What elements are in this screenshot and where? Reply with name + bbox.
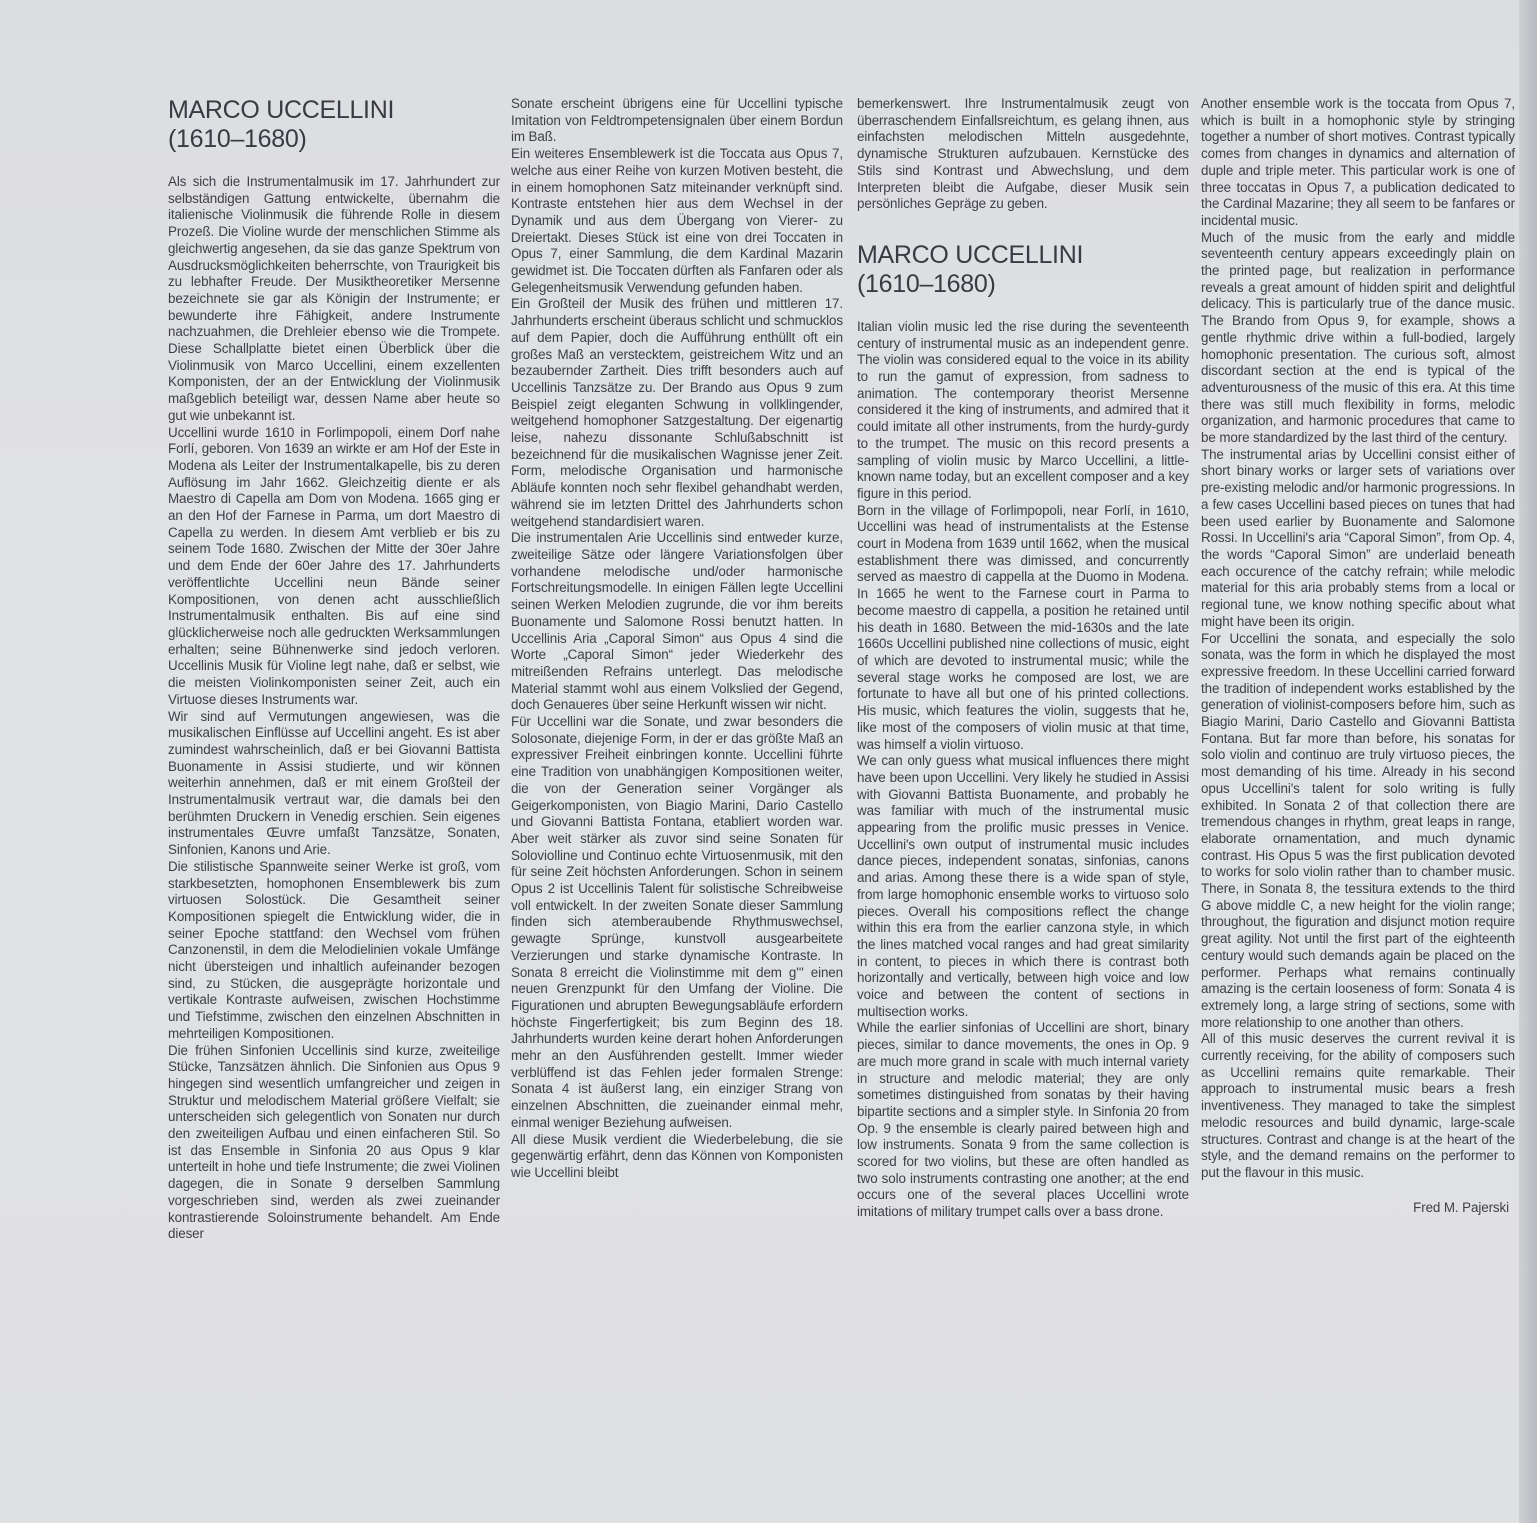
column-english-4: [1201, 96, 1515, 1216]
paragraph: Uccellini wurde 1610 in Forlimpopoli, einem Dorf nahe Forlí, geboren. Von 1639 an wirkte er am Hof der Este in Modena als Leiter der Instrumentalkapelle, bis zu deren Auflösung im Jahr 1662. Gleichzeitig diente er als Maestro di Capella am Dom von Modena. 1665 ging er an den Hof der Farnese in Parma, um dort Maestro di Capella zu werden. In diesem Amt verblieb er bis zu seinem Tode 1680. Zwischen der Mitte der 30er Jahre und dem Ende der 60er Jahre des 17. Jahrhunderts veröffentlichte Uccellini neun Bände seiner Kompositionen, von denen acht ausschließlich Instrumentalmusik enthalten. Bis auf eine sind glücklicherweise noch alle gedruckten Werksammlungen erhalten; seine Bühnenwerke sind jedoch verloren. Uccellinis Musik für Violine legt nahe, daß er selbst, wie die meisten Violinkomponisten seiner Zeit, auch ein Virtuose dieses Instruments war.: [168, 424, 500, 707]
paragraph: Die frühen Sinfonien Uccellinis sind kurze, zweiteilige Stücke, Tanzsätzen ähnlich. Die Sinfonien aus Opus 9 hingegen sind wesentlich umfangreicher und zeigen in Struktur und melodischem Material größere Vielfalt; sie unterscheiden sich gelegentlich von Sonaten nur durch den zweiteiligen Aufbau und einen einfacheren Stil. So ist das Ensemble in Sinfonia 20 aus Opus 9 klar unterteilt in hohe und tiefe Instrumente; die zwei Violinen dagegen, die in Sonate 9 derselben Sammlung vorgeschrieben sind, werden als zwei zueinander kontrastierende Soloinstrumente behandelt. Am Ende dieser: [168, 1042, 500, 1242]
paragraph: Another ensemble work is the toccata from Opus 7, which is built in a homophonic style by stringing together a number of short motives. Contrast typically comes from changes in dynamics and alternation of duple and triple meter. This particular work is one of three toccatas in Opus 7, a publication dedicated to the Cardinal Mazarine; they all seem to be fanfares or incidental music.: [1201, 96, 1515, 228]
author-signature: Fred M. Pajerski: [1413, 1199, 1509, 1215]
paragraph: Wir sind auf Vermutungen angewiesen, was die musikalischen Einflüsse auf Uccellini angeht. Es ist aber zumindest wahrscheinlich, daß er bei Giovanni Battista Buonamente in Assisi studierte, und wir können weiterhin annehmen, daß er mit einem Großteil der Instrumentalmusik vertraut war, die damals bei den berühmten Druckern in Venedig erschien. Sein eigenes instrumentales Œuvre umfaßt Tanzsätze, Sonaten, Sinfonien, Kanons und Arie.: [168, 708, 500, 858]
paragraph: All diese Musik verdient die Wiederbelebung, die sie gegenwärtig erfährt, denn das Können von Komponisten wie Uccellini bleibt: [511, 1131, 843, 1180]
column-mixed-3: [857, 96, 1189, 1221]
english-title-dates: (1610–1680): [857, 269, 996, 298]
paragraph: Die stilistische Spannweite seiner Werke ist groß, vom starkbesetzten, homophonen Ensemblewerk bis zum virtuosen Solostück. Die Gesamtheit seiner Kompositionen spiegelt die Entwicklung wider, die in seiner Epoche stattfand: den Wechsel vom frühen Canzonenstil, in dem die Melodielinien vokale Umfänge nicht übersteigen und inhaltlich aufeinander bezogen sind, zu Stücken, die ausgeprägte horizontale und vertikale Kontraste aufweisen, zwischen Hochstimme und Tiefstimme, zwischen den einzelnen Abschnitten in mehrteiligen Kompositionen.: [168, 858, 500, 1041]
english-title: [857, 241, 1189, 299]
english-title-name: MARCO UCCELLINI: [857, 240, 1084, 269]
column-german-1: [168, 96, 500, 1243]
paragraph: Ein Großteil der Musik des frühen und mittleren 17. Jahrhunderts erscheint überaus schlicht und schmucklos auf dem Papier, doch die Aufführung enthüllt oft ein großes Maß an verstecktem, geistreichem Witz und an bezaubernder Zartheit. Dies trifft besonders auch auf Uccellinis Tanzsätze zu. Der Brando aus Opus 9 zum Beispiel zeigt eleganten Schwung in vollklingender, weitgehend homophoner Satzgestaltung. Der eigenartig leise, nahezu dissonante Schlußabschnitt ist bezeichnend für die musikalischen Wagnisse jener Zeit. Form, melodische Organisation und harmonische Abläufe konnten noch sehr flexibel gehandhabt werden, während sie im letzten Drittel des Jahrhunderts schon weitgehend standardisiert waren.: [511, 296, 843, 529]
paragraph: The instrumental arias by Uccellini consist either of short binary works or larger sets of variations over pre-existing melodic and/or harmonic progressions. In a few cases Uccellini based pieces on tunes that had been used earlier by Buonamente and Salomone Rossi. In Uccellini's aria “Caporal Simon”, from Op. 4, the words “Caporal Simon” are underlaid beneath each occurence of the catchy refrain; while melodic material for this aria probably stems from a local or regional tune, we know nothing specific about what might have been its origin.: [1201, 446, 1515, 629]
paragraph: For Uccellini the sonata, and especially the solo sonata, was the form in which he displayed the most expressive freedom. In these Uccellini carried forward the tradition of independent works established by the generation of violinist-composers before him, such as Biagio Marini, Dario Castello and Giovanni Battista Fontana. But far more than before, his sonatas for solo violin and continuo are truly virtuoso pieces, the most demanding of his time. Already in his second opus Uccellini's talent for solo writing is fully exhibited. In Sonata 2 of that collection there are tremendous changes in rhythm, great leaps in range, elaborate ornamentation, and much dynamic contrast. His Opus 5 was the first publication devoted to works for solo violin rather than to chamber music. There, in Sonata 8, the tessitura extends to the third G above middle C, a new height for the violin range; throughout, the figuration and disjunct motion require great agility. Not until the first part of the eighteenth century would such demands again be placed on the performer. Perhaps what remains continually amazing is the certain looseness of form: Sonata 4 is extremely long, a large string of sections, some with more relationship to one another than others.: [1201, 630, 1515, 1030]
german-title: [168, 96, 500, 154]
paragraph: Die instrumentalen Arie Uccellinis sind entweder kurze, zweiteilige Sätze oder längere Variationsfolgen über vorhandene melodische und/oder harmonische Fortschreitungsmodelle. In einigen Fällen legte Uccellini seinen Werken Melodien zugrunde, die vor ihm bereits Buonamente und Salomone Rossi benutzt hatten. In Uccellinis Aria „Caporal Simon“ aus Opus 4 sind die Worte „Caporal Simon“ jeder Wiederkehr des mitreißenden Refrains unterlegt. Das melodische Material stammt wohl aus einem Volkslied der Gegend, doch Genaueres über seine Herkunft wissen wir nicht.: [511, 530, 843, 713]
paragraph: bemerkenswert. Ihre Instrumentalmusik zeugt von überraschendem Einfallsreichtum, es gelang ihnen, aus einfachsten melodischen Mitteln ausgedehnte, dynamische Strukturen aufzubauen. Kernstücke des Stils sind Kontrast und Abwechslung, und dem Interpreten bleibt die Aufgabe, dieser Musik sein persönliches Gepräge zu geben.: [857, 96, 1189, 212]
paragraph: While the earlier sinfonias of Uccellini are short, binary pieces, similar to dance movements, the ones in Op. 9 are much more grand in scale with much internal variety in structure and melodic material; they are only sometimes distinguished from sonatas by their having bipartite sections and a simpler style. In Sinfonia 20 from Op. 9 the ensemble is clearly paired between high and low instruments. Sonata 9 from the same collection is scored for two violins, but these are often handled as two solo instruments contrasting one another; at the end occurs one of the several places Uccellini wrote imitations of military trumpet calls over a bass drone.: [857, 1020, 1189, 1220]
paragraph: Als sich die Instrumentalmusik im 17. Jahrhundert zur selbständigen Gattung entwickelte, übernahm die italienische Violinmusik die führende Rolle in diesem Prozeß. Die Violine wurde der menschlichen Stimme als gleichwertig angesehen, da sie das ganze Spektrum von Ausdrucksmöglichkeiten beherrschte, von Traurigkeit bis zu lebhafter Freude. Der Musiktheoretiker Mersenne bezeichnete sie gar als Königin der Instrumente; er bewunderte ihre Fähigkeit, andere Instrumente nachzuahmen, die Drehleier ebenso wie die Trompete. Diese Schallplatte bietet einen Überblick über die Violinmusik von Marco Uccellini, einem exzellenten Komponisten, der an der Entwicklung der Violinmusik maßgeblich beteiligt war, dessen Name aber heute so gut wie unbekannt ist.: [168, 174, 500, 423]
german-title-dates: (1610–1680): [168, 125, 307, 153]
paragraph: Much of the music from the early and middle seventeenth century appears exceedingly plain on the printed page, but realization in performance reveals a great amount of hidden spirit and delightful delicacy. This is particularly true of the dance music. The Brando from Opus 9, for example, shows a gentle rhythmic drive within a full-bodied, largely homophonic presentation. The curious soft, almost discordant section at the end is typical of the adventurousness of the music of this era. At this time there was still much flexibility in forms, melodic organization, and harmonic procedures that came to be more standardized by the last third of the century.: [1201, 229, 1515, 446]
paragraph: Born in the village of Forlimpopoli, near Forlí, in 1610, Uccellini was head of instrumentalists at the Estense court in Modena from 1639 until 1662, when the musical establishment there was dimissed, and concurrently served as maestro di cappella at the Duomo in Modena. In 1665 he went to the Farnese court in Parma to become maestro di cappella, a position he retained until his death in 1680. Between the mid-1630s and the late 1660s Uccellini published nine collections of music, eight of which are devoted to instrumental music; while the several stage works he composed are lost, we are fortunate to have all but one of his printed collections. His music, which features the violin, suggests that he, like most of the composers of violin music at that time, was himself a violin virtuoso.: [857, 502, 1189, 752]
paragraph: Für Uccellini war die Sonate, und zwar besonders die Solosonate, diejenige Form, in der er das größte Maß an expressiver Freiheit einbringen konnte. Uccellini führte eine Tradition von unabhängigen Kompositionen weiter, die von der Generation seiner Vorgänger als Geigerkomponisten, von Biagio Marini, Dario Castello und Giovanni Battista Fontana, etabliert worden war. Aber weit stärker als zuvor sind seine Sonaten für Soloviolline und Continuo echte Virtuosenmusik, mit den für seine Zeit höchsten Anforderungen. Schon in seinem Opus 2 ist Uccellinis Talent für solistische Schreibweise voll entwickelt. In der zweiten Sonate dieser Sammlung finden sich atemberaubende Rhythmuswechsel, gewagte Sprünge, kunstvoll ausgearbeitete Verzierungen und starke dynamische Kontraste. In Sonata 8 erreicht die Violinstimme mit dem g''' einen neuen Grenzpunkt für den Umfang der Violine. Die Figurationen und abrupten Bewegungsabläufe erfordern höchste Fingerfertigkeit; bis zum Beginn des 18. Jahrhunderts wurden keine derart hohen Anforderungen mehr an den Ausführenden gestellt. Immer wieder verblüffend ist das Fehlen jeder formalen Strenge: Sonata 4 ist äußerst lang, ein einziger Strang von einzelnen Abschnitten, die zueinander einmal mehr, einmal weniger Beziehung aufweisen.: [511, 714, 843, 1130]
sleeve-edge: [1519, 0, 1537, 1523]
paragraph: Italian violin music led the rise during the seventeenth century of instrumental music as an independent genre. The violin was considered equal to the voice in its ability to run the gamut of expression, from sadness to animation. The contemporary theorist Mersenne considered it the king of instruments, and admired that it could imitate all other instruments, from the hurdy-gurdy to the trumpet. The music on this record presents a sampling of violin music by Marco Uccellini, a little-known name today, but an excellent composer and a key figure in this period.: [857, 318, 1189, 501]
paragraph: Ein weiteres Ensemblewerk ist die Toccata aus Opus 7, welche aus einer Reihe von kurzen Motiven besteht, die in einem homophonen Satz miteinander verknüpft sind. Kontraste entstehen hier aus dem Wechsel in der Dynamik und aus dem Übergang von Vierer- zu Dreiertakt. Dieses Stück ist eine von drei Toccaten in Opus 7, einer Sammlung, die dem Kardinal Mazarin gewidmet ist. Die Toccaten dürften als Fanfaren oder als Gelegenheitsmusik Verwendung gefunden haben.: [511, 146, 843, 295]
paragraph: We can only guess what musical influences there might have been upon Uccellini. Very likely he studied in Assisi with Giovanni Battista Buonamente, and probably he was familiar with much of the instrumental music appearing from the prolific music presses in Venice. Uccellini's own output of instrumental music includes dance pieces, independent sonatas, sinfonias, canons and arias. Among these there is a wide span of style, from large homophonic ensemble works to virtuoso solo pieces. Overall his compositions reflect the change within this era from the earlier canzona style, in which the lines matched vocal ranges and had great similarity in content, to pieces in which there is contrast both horizontally and vertically, between high voice and low voice and between the content of sections in multisection works.: [857, 753, 1189, 1019]
german-title-name: MARCO UCCELLINI: [168, 96, 395, 124]
column-german-2: [511, 96, 843, 1182]
paragraph: All of this music deserves the current revival it is currently receiving, for the ability of composers such as Uccellini remains quite remarkable. Their approach to instrumental music bears a fresh inventiveness. They managed to take the simplest melodic resources and build dynamic, large-scale structures. Contrast and change is at the heart of the style, and the demand remains on the performer to put the flavour in this music.: [1201, 1031, 1515, 1180]
paragraph: Sonate erscheint übrigens eine für Uccellini typische Imitation von Feldtrompetensignalen über einem Bordun im Baß.: [511, 96, 843, 145]
